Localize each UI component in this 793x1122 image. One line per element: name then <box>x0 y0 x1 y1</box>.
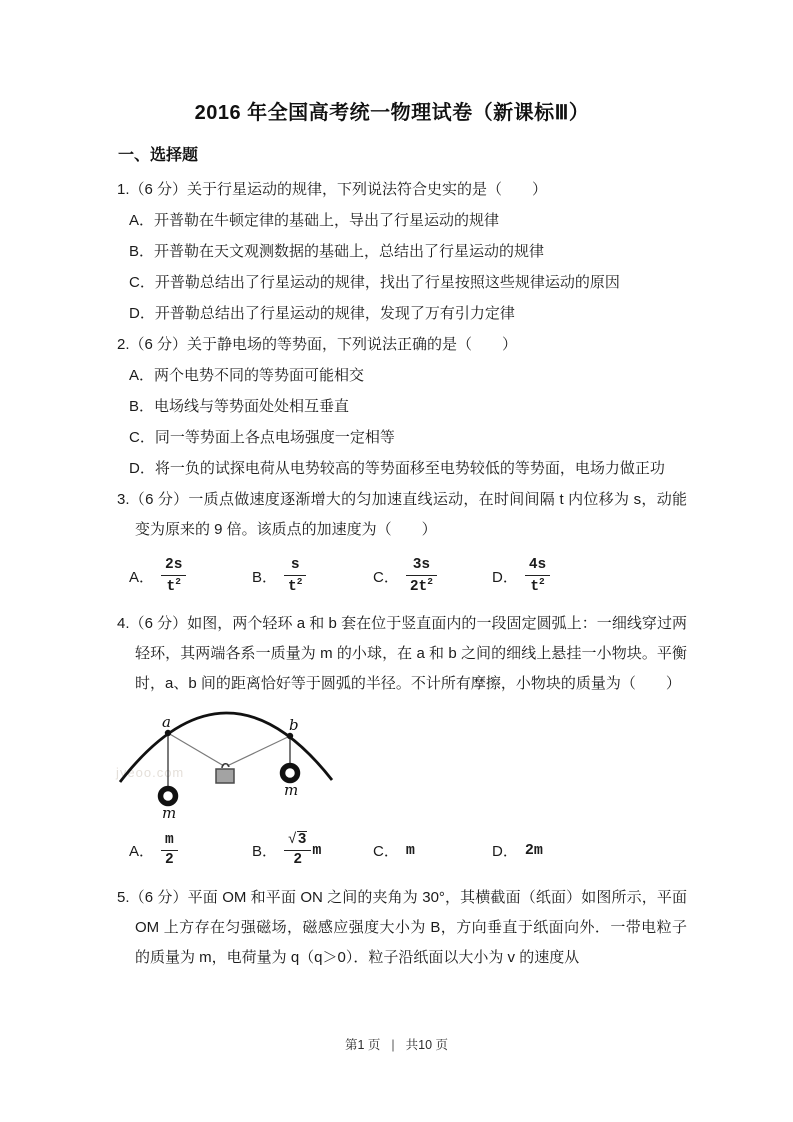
denominator <box>284 576 306 596</box>
label-m-left: m <box>162 804 177 819</box>
denominator <box>161 576 186 596</box>
ball-left <box>161 789 176 804</box>
answer-option: B．开普勒在天文观测数据的基础上，总结出了行星运动的规律 <box>129 243 545 260</box>
block-hook <box>222 764 229 768</box>
denominator <box>161 851 178 869</box>
question-list <box>97 175 687 973</box>
fraction <box>161 557 186 595</box>
string-b-to-block <box>227 736 290 766</box>
footer-page-number: 第1 页 <box>344 1038 381 1052</box>
answer-option: D．开普勒总结出了行星运动的规律，发现了万有引力定律 <box>129 305 515 322</box>
option-label: B． <box>252 568 278 586</box>
answer-option <box>252 827 321 873</box>
answer-option: C．开普勒总结出了行星运动的规律，找出了行星按照这些规律运动的原因 <box>129 274 620 291</box>
answer-option <box>492 553 550 599</box>
answer-options-row <box>97 553 687 599</box>
answer-option: B．电场线与等势面处处相互垂直 <box>129 398 350 415</box>
denominator-text: 2 <box>165 851 174 868</box>
denominator <box>406 576 437 596</box>
question-2 <box>97 330 687 484</box>
numerator: 3s <box>406 557 437 576</box>
option-label: D． <box>492 842 518 860</box>
label-a: a <box>162 713 171 731</box>
radicand: 3 <box>297 831 307 848</box>
answer-option: C．同一等势面上各点电场强度一定相等 <box>129 429 395 446</box>
footer-separator: | <box>391 1038 395 1052</box>
ball-right <box>283 766 298 781</box>
option-label: B． <box>252 842 278 860</box>
denominator-exponent: 2 <box>175 575 181 587</box>
page-footer <box>0 1036 793 1054</box>
option-label: D． <box>492 568 518 586</box>
question-stem: 3.（6 分）一质点做速度逐渐增大的匀加速直线运动，在时间间隔 t 内位移为 s，动能变为原来的 9 倍。该质点的加速度为（ ） <box>117 491 687 538</box>
numerator: m <box>161 832 178 851</box>
denominator-exponent: 2 <box>296 575 303 587</box>
question-stem: 5.（6 分）平面 OM 和平面 ON 之间的夹角为 30°，其横截面（纸面）如图所示，平面 OM 上方存在匀强磁场，磁感应强度大小为 B，方向垂直于纸面向外．一带电粒子的质量为 m，电荷量为 q（q＞0）．粒子沿纸面以大小为 v 的速度从 <box>117 889 687 966</box>
string-a-to-block <box>168 733 224 766</box>
answer-option <box>492 827 543 873</box>
numerator: 4s <box>525 557 550 576</box>
denominator-text: t <box>530 578 540 595</box>
numerator: 2s <box>161 557 186 576</box>
radical-sign: √ <box>288 831 297 848</box>
denominator-text: t <box>288 578 297 595</box>
answer-option <box>373 553 437 599</box>
sqrt-numerator <box>284 832 311 851</box>
weight-block <box>216 769 234 783</box>
answer-option <box>129 827 178 873</box>
option-value: 2m <box>524 841 543 859</box>
fraction <box>284 832 311 868</box>
document-title: 2016 年全国高考统一物理试卷（新课标Ⅲ） <box>194 102 590 124</box>
answer-options-row <box>97 827 687 873</box>
denominator-text: t <box>166 578 176 595</box>
answer-option: D．将一负的试探电荷从电势较高的等势面移至电势较低的等势面，电场力做正功 <box>129 460 665 477</box>
page-content <box>97 0 687 974</box>
section-heading: 一、选择题 <box>118 147 199 164</box>
fraction <box>161 832 178 868</box>
label-b: b <box>289 716 299 734</box>
denominator <box>284 851 311 869</box>
question-4 <box>97 609 687 873</box>
option-label: A． <box>129 842 155 860</box>
denominator-exponent: 2 <box>427 575 433 587</box>
option-label: A． <box>129 568 155 586</box>
denominator-text: 2t <box>409 578 428 595</box>
question-stem: 2.（6 分）关于静电场的等势面，下列说法正确的是（ ） <box>117 336 518 353</box>
numerator: s <box>284 557 306 576</box>
answer-option <box>129 553 186 599</box>
answer-option <box>252 553 306 599</box>
question-stem: 4.（6 分）如图，两个轻环 a 和 b 套在位于竖直面内的一段固定圆弧上：一细线穿过两轻环，其两端各系一质量为 m 的小球，在 a 和 b 之间的细线上悬挂一小物块。平衡时，a、b 间的距离恰好等于圆弧的半径。不计所有摩擦，小物块的质量为（ ） <box>117 615 687 692</box>
fraction <box>406 557 437 595</box>
fraction <box>525 557 550 595</box>
label-m-right: m <box>284 781 299 799</box>
arc-rings-figure-svg <box>113 703 369 819</box>
option-label: C． <box>373 842 399 860</box>
question-3 <box>97 485 687 599</box>
option-label: C． <box>373 568 399 586</box>
question-stem: 1.（6 分）关于行星运动的规律，下列说法符合史实的是（ ） <box>117 181 548 198</box>
question-1 <box>97 175 687 329</box>
answer-option <box>373 827 415 873</box>
footer-page-total: 共10 页 <box>405 1038 449 1052</box>
fraction <box>284 557 306 595</box>
denominator-text: 2 <box>293 851 303 868</box>
option-value: m <box>405 841 415 859</box>
watermark: jyeoo.com <box>116 765 185 780</box>
answer-option: A．开普勒在牛顿定律的基础上，导出了行星运动的规律 <box>129 212 500 229</box>
question4-figure <box>113 703 369 819</box>
denominator <box>525 576 550 596</box>
denominator-exponent: 2 <box>539 575 545 587</box>
fraction-suffix: m <box>312 841 322 859</box>
answer-option: A．两个电势不同的等势面可能相交 <box>129 367 365 384</box>
question-5 <box>97 883 687 973</box>
